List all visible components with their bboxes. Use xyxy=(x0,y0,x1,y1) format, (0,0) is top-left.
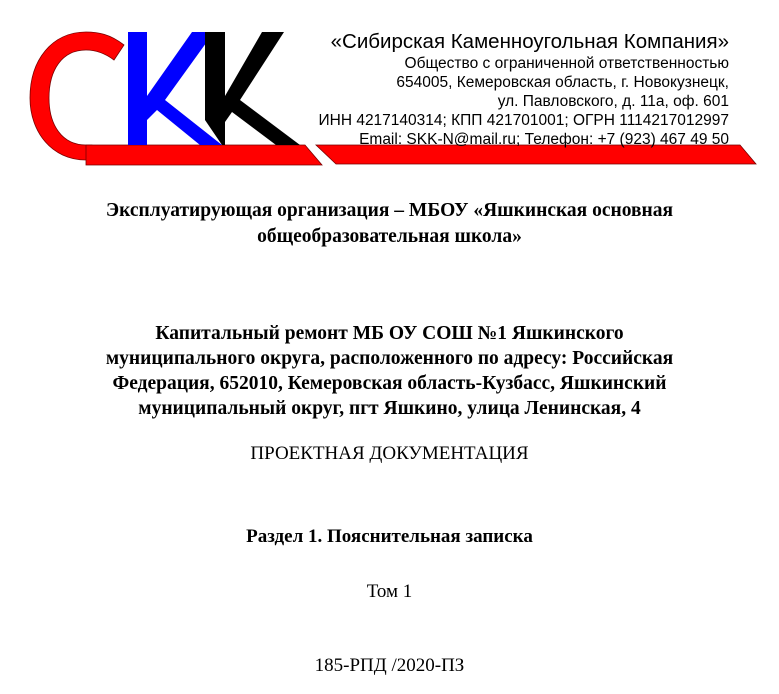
document-type: ПРОЕКТНАЯ ДОКУМЕНТАЦИЯ xyxy=(250,443,529,464)
logo-base-stripe-icon xyxy=(86,145,322,165)
project-title-line: муниципальный округ, пгт Яшкино, улица Ленинская, 4 xyxy=(138,398,641,419)
project-title-line: Федерация, 652010, Кемеровская область-Кузбасс, Яшкинский xyxy=(112,373,667,394)
logo-letter-c-icon xyxy=(30,32,124,160)
company-legal-form: Общество с ограниченной ответственностью xyxy=(404,55,729,72)
logo-letter-k-black-icon xyxy=(205,32,300,145)
document-code: 185-РПД /2020-ПЗ xyxy=(314,655,465,676)
operator-organization xyxy=(0,198,779,250)
project-title-line: Капитальный ремонт МБ ОУ СОШ №1 Яшкинского xyxy=(155,323,624,344)
volume-number: Том 1 xyxy=(366,581,413,602)
company-address-street: ул. Павловского, д. 11а, оф. 601 xyxy=(497,93,729,110)
section-title: Раздел 1. Пояснительная записка xyxy=(246,526,533,547)
company-address-city: 654005, Кемеровская область, г. Новокузнецк, xyxy=(396,74,729,91)
project-title-line: муниципального округа, расположенного по адресу: Российская xyxy=(105,348,674,369)
company-header xyxy=(318,30,729,149)
company-name: «Сибирская Каменноугольная Компания» xyxy=(330,30,729,53)
company-contacts: Email: SKK-N@mail.ru; Телефон: +7 (923) 467 49 50 xyxy=(359,131,729,148)
project-title xyxy=(0,321,779,421)
company-registration-ids: ИНН 4217140314; КПП 421701001; ОГРН 1114217012997 xyxy=(318,112,729,129)
operator-line: общеобразовательная школа» xyxy=(257,226,522,247)
operator-line: Эксплуатирующая организация – МБОУ «Яшкинская основная xyxy=(105,200,674,221)
